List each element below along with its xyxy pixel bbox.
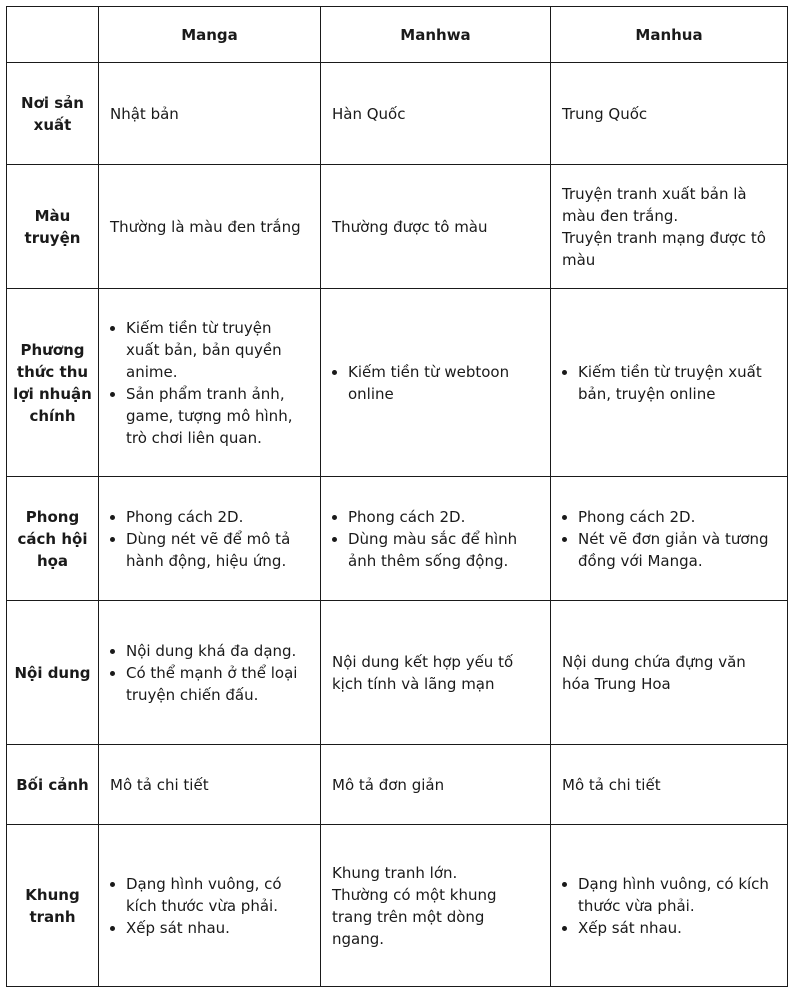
cell-manhwa: Thường được tô màu bbox=[321, 165, 551, 289]
table-row bbox=[7, 477, 788, 601]
row-label: Nơi sản xuất bbox=[7, 63, 99, 165]
cell-manga bbox=[99, 477, 321, 601]
cell-manhua bbox=[551, 825, 788, 987]
header-manhwa: Manhwa bbox=[321, 7, 551, 63]
cell-line: Truyện tranh mạng được tô màu bbox=[562, 228, 766, 269]
cell-manhua bbox=[551, 477, 788, 601]
cell-manga: Mô tả chi tiết bbox=[99, 745, 321, 825]
list-item: • Kiếm tiền từ truyện xuất bản, truyện online bbox=[578, 361, 776, 405]
list-item: • Kiếm tiền từ webtoon online bbox=[348, 361, 539, 405]
row-label: Màu truyện bbox=[7, 165, 99, 289]
list-item: • Kiếm tiền từ truyện xuất bản, bản quyền anime. bbox=[126, 317, 309, 383]
list-item: • Xếp sát nhau. bbox=[578, 917, 776, 939]
header-manga: Manga bbox=[99, 7, 321, 63]
cell-line: Khung tranh lớn. bbox=[332, 863, 458, 882]
bullet-list bbox=[110, 873, 309, 939]
header-manhua: Manhua bbox=[551, 7, 788, 63]
list-item: • Dùng nét vẽ để mô tả hành động, hiệu ứng. bbox=[126, 528, 309, 572]
cell-manhwa: Mô tả đơn giản bbox=[321, 745, 551, 825]
bullet-list bbox=[562, 361, 776, 405]
list-item: • Dạng hình vuông, có kích thước vừa phải. bbox=[126, 873, 309, 917]
table-row bbox=[7, 165, 788, 289]
list-item: • Có thể mạnh ở thể loại truyện chiến đấu. bbox=[126, 662, 309, 706]
table-row bbox=[7, 601, 788, 745]
list-item: • Dùng màu sắc để hình ảnh thêm sống động. bbox=[348, 528, 539, 572]
list-item: • Xếp sát nhau. bbox=[126, 917, 309, 939]
table-row bbox=[7, 825, 788, 987]
cell-manga bbox=[99, 601, 321, 745]
cell-manhua bbox=[551, 165, 788, 289]
bullet-list bbox=[332, 506, 539, 572]
cell-manhwa bbox=[321, 477, 551, 601]
list-item: • Dạng hình vuông, có kích thước vừa phải. bbox=[578, 873, 776, 917]
comparison-table bbox=[6, 6, 788, 987]
bullet-list bbox=[110, 640, 309, 706]
cell-manga bbox=[99, 825, 321, 987]
bullet-list bbox=[332, 361, 539, 405]
list-item: • Sản phẩm tranh ảnh, game, tượng mô hình, trò chơi liên quan. bbox=[126, 383, 309, 449]
table-row bbox=[7, 745, 788, 825]
cell-manhua: Mô tả chi tiết bbox=[551, 745, 788, 825]
cell-manhua bbox=[551, 289, 788, 477]
bullet-list bbox=[110, 506, 309, 572]
header-empty bbox=[7, 7, 99, 63]
list-item: • Phong cách 2D. bbox=[348, 506, 539, 528]
row-label: Phương thức thu lợi nhuận chính bbox=[7, 289, 99, 477]
row-label: Khung tranh bbox=[7, 825, 99, 987]
cell-manhwa: Hàn Quốc bbox=[321, 63, 551, 165]
list-item: • Nét vẽ đơn giản và tương đồng với Manga. bbox=[578, 528, 776, 572]
table-row bbox=[7, 289, 788, 477]
cell-manga: Nhật bản bbox=[99, 63, 321, 165]
cell-manga: Thường là màu đen trắng bbox=[99, 165, 321, 289]
bullet-list bbox=[562, 506, 776, 572]
cell-manhwa bbox=[321, 289, 551, 477]
row-label: Nội dung bbox=[7, 601, 99, 745]
cell-manhwa: Nội dung kết hợp yếu tố kịch tính và lãng mạn bbox=[321, 601, 551, 745]
list-item: • Phong cách 2D. bbox=[126, 506, 309, 528]
list-item: • Phong cách 2D. bbox=[578, 506, 776, 528]
list-item: • Nội dung khá đa dạng. bbox=[126, 640, 309, 662]
cell-manhua: Trung Quốc bbox=[551, 63, 788, 165]
header-row bbox=[7, 7, 788, 63]
row-label: Phong cách hội họa bbox=[7, 477, 99, 601]
cell-manhwa bbox=[321, 825, 551, 987]
cell-manhua: Nội dung chứa đựng văn hóa Trung Hoa bbox=[551, 601, 788, 745]
table-row bbox=[7, 63, 788, 165]
cell-manga bbox=[99, 289, 321, 477]
cell-line: Truyện tranh xuất bản là màu đen trắng. bbox=[562, 184, 747, 225]
cell-line: Thường có một khung trang trên một dòng ngang. bbox=[332, 885, 497, 948]
bullet-list bbox=[562, 873, 776, 939]
row-label: Bối cảnh bbox=[7, 745, 99, 825]
bullet-list bbox=[110, 317, 309, 449]
